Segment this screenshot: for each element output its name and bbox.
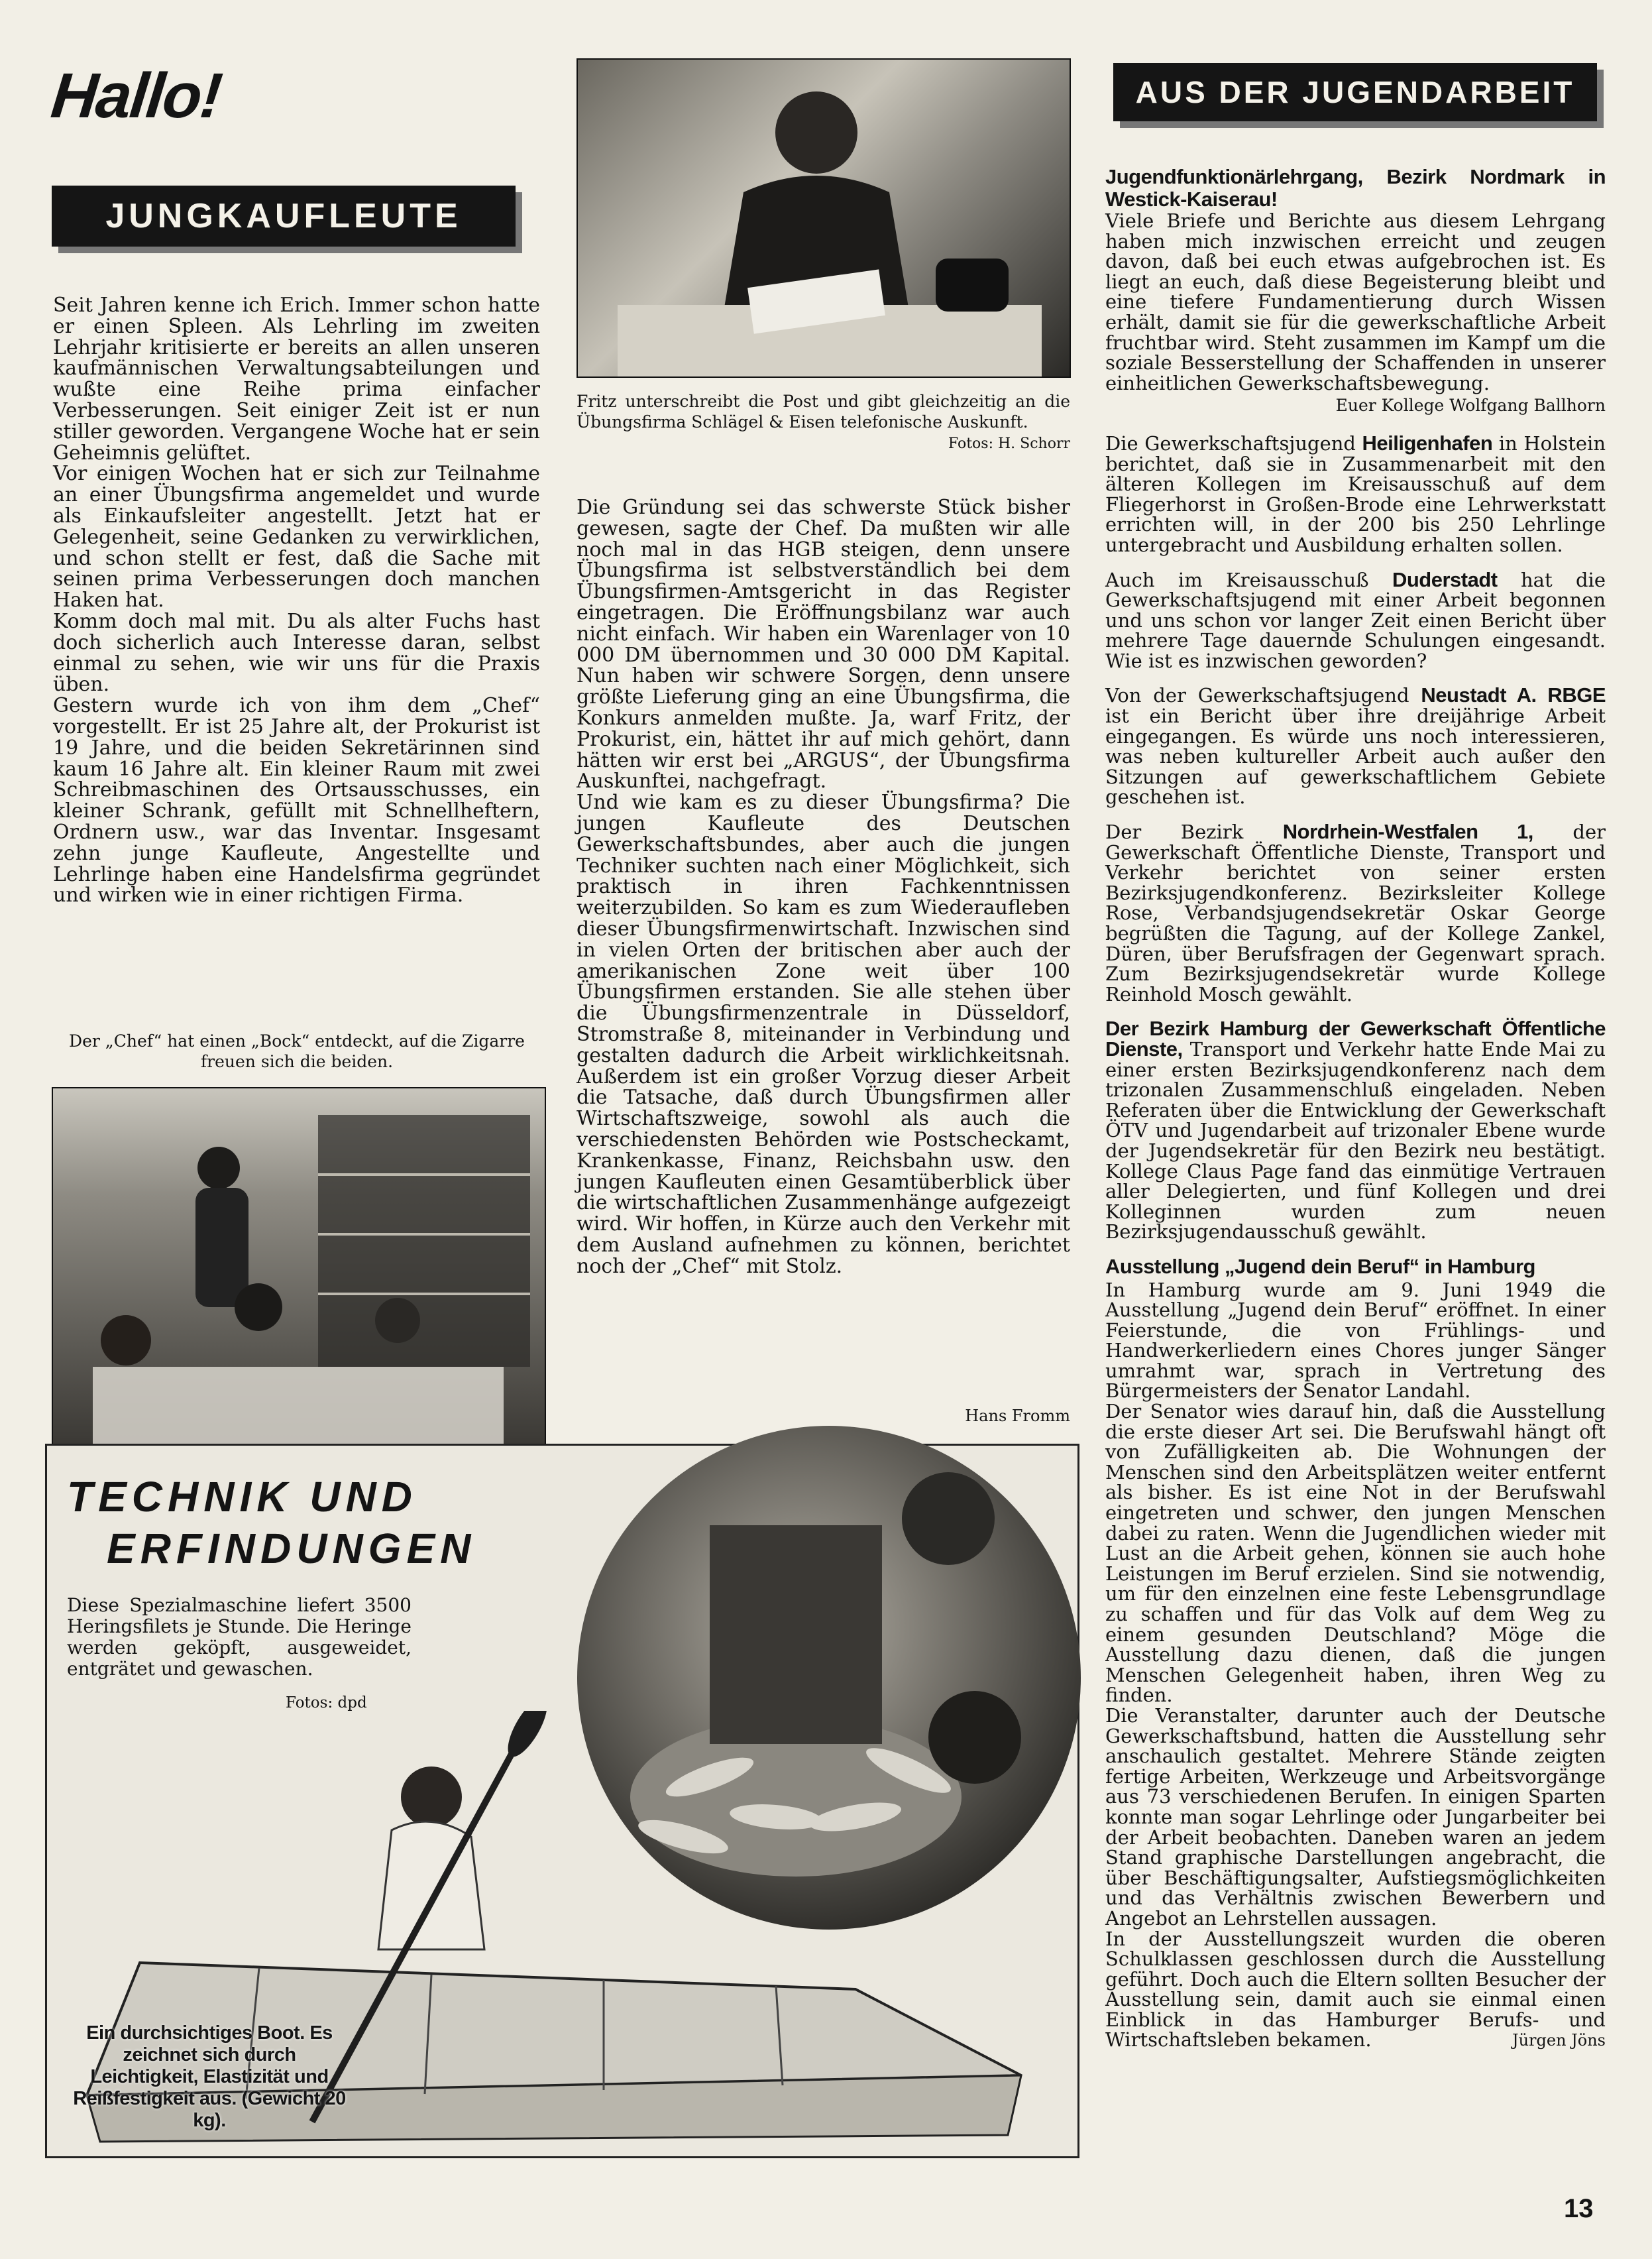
notice-lead: Die Gewerkschaftsjugend (1105, 432, 1356, 455)
technik-box (45, 1444, 1079, 2158)
notice-body: hat die Gewerkschaftsjugend mit einer Arbeit begonnen und uns schon vor langer Zeit einen Bericht über mehrere Tage dauernde Schulungen eingesandt. Wie ist es inzwischen geworden? (1105, 568, 1606, 672)
section-title-banner: JUNGKAUFLEUTE (52, 186, 516, 247)
jugendarbeit-column (1105, 166, 1606, 2051)
notice-headline: Der Bezirk Hamburg der Gewerkschaft Öffentliche Dienste, (1105, 1017, 1606, 1061)
boat-caption: Ein durchsichtiges Boot. Es zeichnet sich durch Leichtigkeit, Elastizität und Reißfestigkeit aus. (Gewicht 20 kg). (73, 2022, 346, 2131)
notice-body: Transport und Verkehr hatte Ende Mai zu einer ersten Bezirksjugendkonferenz nach dem trizonalen Zusammenschluß eingeladen. Neben Referaten über die Entwicklung der Gewerkschaft ÖTV und Jugendarbeit auf trizonaler Ebene wurde der Jugendsekretär für den Bezirk neu bestätigt. Kollege Claus Page fand das einmütige Vertrauen aller Delegierten, und fünf Kollegen und drei Kolleginnen wurden zum neuen Bezirksjugendausschuß gewählt. (1105, 1037, 1606, 1244)
notice-body: der Gewerkschaft Öffentliche Dienste, Transport und Verkehr berichtet von seiner ersten Bezirksjugendkonferenz. Bezirksleiter Kollege Rose, Verbandsjugendsekretär Oskar George begrüßten die Tagung, auf der Kollege Zankel, Düren, über Berufsfragen der Gegenwart sprach. Zum Bezirksjugendsekretär wurde Kollege Reinhold Mosch gewählt. (1105, 821, 1606, 1006)
photo-credit: Fotos: H. Schorr (948, 435, 1070, 452)
author-byline: Hans Fromm (965, 1407, 1070, 1425)
article-paragraph: Seit Jahren kenne ich Erich. Immer schon hatte er einen Spleen. Als Lehrling im zweiten Lehrjahr kritisierte er bereits an allen unseren kaufmännischen Verwaltungsabteilungen und wußte eine Reihe prima einfacher Verbesserungen. Seit einiger Zeit ist er nun stiller geworden. Vergangene Woche hat er sein Geheimnis gelüftet. (53, 294, 540, 465)
photo-caption-chef: Der „Chef“ hat einen „Bock“ entdeckt, auf die Zigarre freuen sich die beiden. (69, 1031, 525, 1071)
notice-nordrhein-westfalen (1105, 822, 1606, 1004)
place-name: Duderstadt (1392, 567, 1498, 591)
notice-duderstadt (1105, 567, 1606, 672)
notice-hamburg-otv (1105, 1019, 1606, 1242)
notice-heiligenhafen (1105, 431, 1606, 556)
notice-headline: Jugendfunktionärlehrgang, Bezirk Nordmark in Westick-Kaiserau! (1105, 165, 1606, 211)
article-paragraph: Komm doch mal mit. Du als alter Fuchs hast doch sicherlich auch Interesse daran, selbst einmal zu sehen, wie wir uns für die Praxis üben. (53, 609, 540, 697)
technik-title-line-2: ERFINDUNGEN (107, 1525, 476, 1572)
article-column-1 (53, 295, 540, 906)
logo: Hallo! (48, 60, 225, 131)
office-group-photo (52, 1087, 546, 1448)
place-name: Heiligenhafen (1362, 431, 1493, 455)
notice-text: Viele Briefe und Berichte aus diesem Lehrgang haben mich inzwischen erreicht und zeugen davon, daß bei euch etwas aufgebrochen ist. Es liegt an euch, daß diese Begeisterung bleibt und eine tiefere Fundamentierung durch Wissen erhält, damit sie für die gewerkschaftliche Arbeit fruchtbar wird. Steht zusammen im Kampf um die soziale Besserstellung der Schaffenden in unserer einheitlichen Gewerkschaftsbewegung. (1105, 209, 1606, 394)
notice-lead: Auch im Kreisausschuß (1105, 568, 1369, 591)
page-number: 13 (1564, 2194, 1594, 2223)
telephone-office-photo (577, 58, 1071, 378)
caption-text: Fritz unterschreibt die Post und gibt gleichzeitig an die Übungsfirma Schlägel & Eisen telefonische Auskunft. (577, 392, 1070, 432)
notice-signature: Euer Kollege Wolfgang Ballhorn (1335, 396, 1606, 416)
technik-photo-credit: Fotos: dpd (286, 1694, 367, 1711)
notice-body: ist ein Bericht über ihre dreijährige Arbeit eingegangen. Es würde uns noch interessieren, was neben kultureller Arbeit auch außer den Sitzungen auf gewerkschaftlichem Gebiete geschehen ist. (1105, 705, 1606, 809)
notice-lead: Von der Gewerkschaftsjugend (1105, 684, 1409, 707)
photo-caption-fritz (577, 391, 1070, 454)
notice-paragraph: Die Veranstalter, darunter auch der Deutsche Gewerkschaftsbund, hatten die Ausstellung sehr anschaulich gestaltet. Mehrere Stände zeigten fertige Arbeiten, Werkzeuge und Arbeitsvorgänge aus 73 verschiedenen Berufen. In einigen Sparten konnte man sogar Lehrlinge oder Jungarbeiter bei der Arbeit beobachten. Daneben waren an jedem Stand graphische Darstellungen angebracht, die über Beschäftigungsalter, Aufstiegsmöglichkeiten und das Verhältnis zwischen Bewerbern und Angebot an Lehrstellen aussagen. (1105, 1704, 1606, 1930)
man-at-desk-illustration (578, 60, 1070, 376)
notice-neustadt (1105, 685, 1606, 807)
technik-description: Diese Spezialmaschine liefert 3500 Heringsfilets je Stunde. Die Heringe werden geköpft, ausgeweidet, entgrätet und gewaschen. (67, 1594, 412, 1680)
notice-lead: Der Bezirk (1105, 821, 1244, 844)
notice-paragraph: Der Senator wies darauf hin, daß die Ausstellung die erste dieser Art sei. Die Berufswahl hängt oft von Zufälligkeiten ab. Die Wohnungen der Menschen sind den Arbeitsplätzen weiter entfernt als bisher. Es ist eine Not in der Berufswahl eingetreten und schwer, den jungen Menschen dabei zu raten. Wenn die Jugendlichen wieder mit Lust an die Arbeit gehen, können sie auch hohe Leistungen im Beruf erzielen. Sind sie notwendig, um für den einzelnen eine feste Lebensgrundlage zu schaffen und für das Volk auf dem Weg zu einem gesunden Deutschland? Möge die Ausstellung dazu dienen, daß die jungen Menschen Gelegenheit haben, ihren Weg zu finden. (1105, 1400, 1606, 1707)
jugendarbeit-banner: AUS DER JUGENDARBEIT (1113, 63, 1597, 121)
office-scene-illustration (53, 1088, 545, 1446)
article-paragraph: Vor einigen Wochen hat er sich zur Teilnahme an einer Übungsfirma angemeldet und wurde als Einkaufsleiter angestellt. Jetzt hat er Gelegenheit, seine Gedanken zu verwirklichen, und schon stellt er fest, daß die Sache mit seinen prima Verbesserungen doch manchen Haken hat. (53, 462, 540, 612)
notice-paragraph: In Hamburg wurde am 9. Juni 1949 die Ausstellung „Jugend dein Beruf“ eröffnet. In einer Feierstunde, die von Frühlings- und Handwerkerliedern eines Chores junger Sänger umrahmt war, sprach in Vertretung des Bürgermeisters der Senator Landahl. (1105, 1278, 1606, 1403)
notice-body: in Holstein berichtet, daß sie in Zusammenarbeit mit den älteren Kollegen im Kreisausschuß auf dem Fliegerhorst in Großen-Brode eine Lehrwerkstatt errichten will, in der 200 bis 250 Lehrlinge untergebracht und Ausbildung erhalten sollen. (1105, 432, 1606, 556)
technik-title-line-1: TECHNIK UND (67, 1473, 417, 1521)
article-paragraph: Und wie kam es zu dieser Übungsfirma? Die jungen Kaufleute des Deutschen Gewerkschaftsbundes, aber auch die jungen Techniker suchten nach einer Möglichkeit, sich praktisch in ihren Fachkenntnissen weiterzubilden. So kam es zum Wiederaufleben dieser Übungsfirmenwirtschaft. Inzwischen sind in vielen Orten der britischen aber auch der amerikanischen Zone weit über 100 Übungsfirmen erstanden. Sie alle stehen über die Übungsfirmenzentrale in Düsseldorf, Stromstraße 8, miteinander in Verbindung und gestalten dadurch die Arbeit wirklichkeitsnah. Außerdem ist ein großer Vorzug dieser Arbeit die Tatsache, daß durch Übungsfirmen aller Wirtschaftszweige, sowohl als auch die verschiedensten Behörden wie Postscheckamt, Krankenkasse, Finanz, Reichsbahn usw. den jungen Kaufleuten einen Gesamtüberblick über die wirtschaftlichen Zusammenhänge aufgezeigt wird. Wir hoffen, in Kürze auch den Verkehr mit dem Ausland aufnehmen zu können, berichtet noch der „Chef“ mit Stolz. (577, 791, 1070, 1278)
article-paragraph: Gestern wurde ich von ihm dem „Chef“ vorgestellt. Er ist 25 Jahre alt, der Prokurist ist 19 Jahre, und die beiden Sekretärinnen sind kaum 16 Jahre alt. Ein kleiner Raum mit zwei Schreibmaschinen des Ortsausschusses, ein kleiner Schrank, gefüllt mit Schnellheftern, Ordnern usw., war das Inventar. Insgesamt zehn junge Kaufleute, Angestellte und Lehrlinge haben eine Handelsfirma gegründet und wirken wie in einer richtigen Firma. (53, 694, 540, 907)
article-paragraph: Die Gründung sei das schwerste Stück bisher gewesen, sagte der Chef. Da mußten wir alle noch mal in das HGB steigen, denn unsere Übungsfirma ist selbstverständlich bei dem Übungsfirmen-Amtsgericht in das Register eingetragen. Die Eröffnungsbilanz war auch nicht einfach. Wir haben ein Warenlager von 10 000 DM übernommen und 30 000 DM Kapital. Nun haben wir schwere Sorgen, denn unsere größte Lieferung ging an eine Übungsfirma, die Konkurs anmelden mußte. Ja, warf Fritz, der Prokurist, ein, hättet ihr auf mich gehört, dann hätten wir erst bei „ARGUS“, der Übungsfirma Auskunftei, nachgefragt. (577, 496, 1070, 793)
notice-author: Jürgen Jöns (1512, 2031, 1606, 2050)
article-column-2 (577, 497, 1070, 1277)
place-name: Neustadt A. RBGE (1421, 683, 1606, 707)
notice-paragraph: In der Ausstellungszeit wurden die oberen Schulklassen geschlossen durch die Ausstellung geführt. Doch auch die Eltern sollten Besucher der Ausstellung sein, damit auch sie einmal einen Einblick in das Hamburger Berufs- und Wirtschaftsleben bekamen. (1105, 1927, 1606, 2052)
place-name: Nordrhein-Westfalen 1, (1282, 820, 1533, 844)
notice-headline: Ausstellung „Jugend dein Beruf“ in Hamburg (1105, 1254, 1535, 1278)
